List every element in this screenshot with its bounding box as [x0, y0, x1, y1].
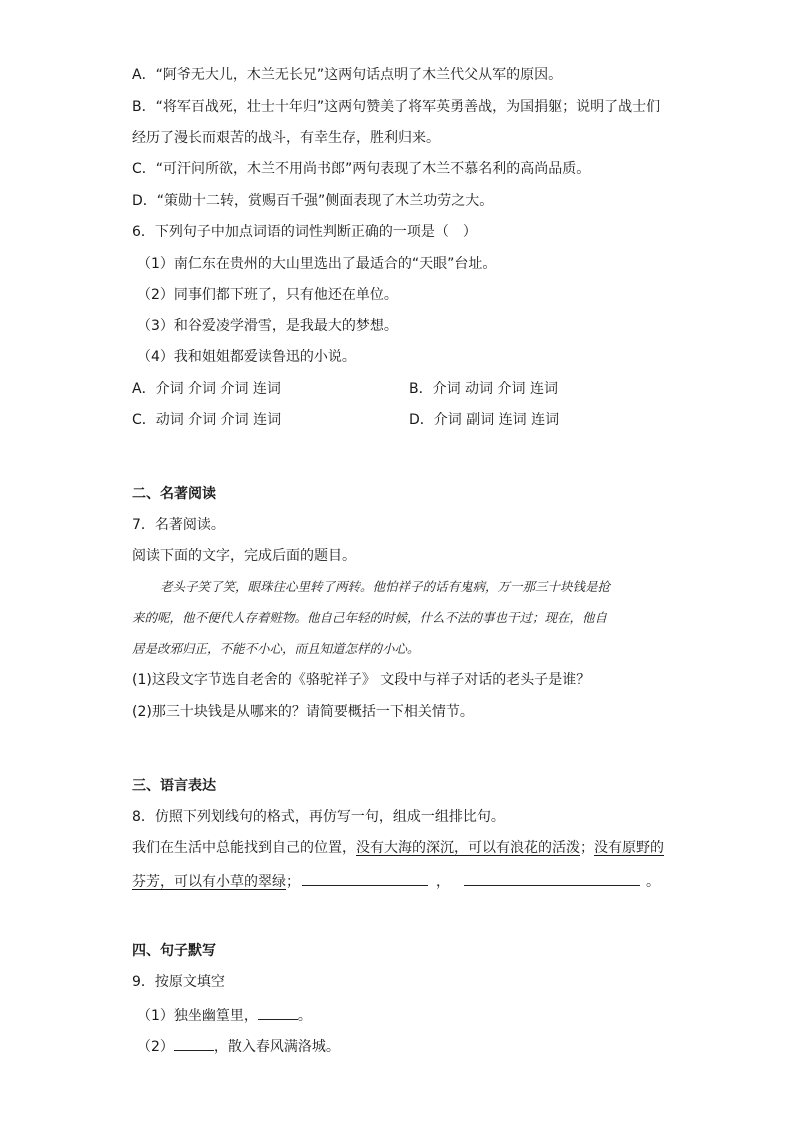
q6-item-2: （2）同事们都下班了，只有他还在单位。	[137, 287, 398, 303]
q8-lead-text: 我们在生活中总能找到自己的位置，	[132, 840, 356, 856]
q8-underlined-clause-1: 没有大海的深沉，可以有浪花的活泼	[356, 840, 580, 856]
q5-option-b-line1: B．“将军百战死，壮士十年归”这两句赞美了将军英勇善战，为国捐躯；说明了战士们	[132, 99, 661, 115]
q8-semicolon: ；	[286, 874, 300, 890]
section-heading-expression: 三、语言表达	[132, 778, 216, 794]
q7-sub-question-1: (1)这段文字节选自老舍的《骆驼祥子》 文段中与祥子对话的老头子是谁？	[132, 672, 591, 688]
q6-item-3: （3）和谷爱凌学滑雪，是我最大的梦想。	[137, 318, 398, 334]
q5-option-d: D．“策勋十二转，赏赐百千强”侧面表现了木兰功劳之大。	[132, 193, 494, 209]
q7-instruction: 阅读下面的文字，完成后面的题目。	[132, 548, 356, 564]
q9-item-1-text: （1）独坐幽篁里，	[137, 1008, 258, 1024]
q6-item-1: （1）南仁东在贵州的大山里选出了最适合的“天眼”台址。	[137, 256, 497, 272]
q5-option-a: A．“阿爷无大儿，木兰无长兄”这两句话点明了木兰代父从军的原因。	[132, 67, 563, 83]
section-heading-classics: 二、名著阅读	[132, 486, 216, 502]
q9-item-1	[137, 1005, 312, 1025]
q9-item-1-end: 。	[297, 1008, 312, 1024]
q8-underlined-clause-2-end: 芬芳，可以有小草的翠绿	[132, 874, 286, 890]
q8-answer-blank-1[interactable]	[302, 871, 428, 886]
q5-option-b-line2: 经历了漫长而艰苦的战斗，有幸生存，胜利归来。	[132, 130, 440, 146]
q9-title: 9．按原文填空	[132, 974, 225, 990]
q9-item-2-number: （2）	[137, 1039, 174, 1055]
q6-option-b: B．介词 动词 介词 连词	[409, 381, 558, 397]
q6-option-d: D．介词 副词 连词 连词	[409, 412, 560, 428]
q5-option-c: C．“可汗问所欲，木兰不用尚书郎”两句表现了木兰不慕名利的高尚品质。	[132, 161, 591, 177]
q7-sub-question-2: (2)那三十块钱是从哪来的？请简要概括一下相关情节。	[132, 704, 474, 720]
q6-stem: 6．下列句子中加点词语的词性判断正确的一项是（ ）	[132, 224, 477, 240]
q6-option-a: A．介词 介词 介词 连词	[132, 381, 281, 397]
q9-answer-blank-1[interactable]	[258, 1005, 298, 1020]
q8-comma: ，	[436, 874, 450, 890]
q8-title: 8．仿照下列划线句的格式，再仿写一句，组成一组排比句。	[132, 809, 505, 825]
q9-item-2	[137, 1036, 340, 1056]
q9-answer-blank-2[interactable]	[174, 1036, 214, 1051]
q8-underlined-clause-2-start: 没有原野的	[594, 840, 664, 856]
q9-item-2-text: ，散入春风满洛城。	[213, 1039, 340, 1055]
passage-line-1: 老头子笑了笑，眼珠往心里转了两转。他怕祥子的话有鬼病，万一那三十块钱是抢	[160, 579, 611, 594]
passage-line-2: 来的呢，他不便代人存着赃物。他自己年轻的时候，什么不法的事也干过；现在，他自	[132, 610, 608, 625]
q6-item-4: （4）我和姐姐都爱读鲁迅的小说。	[137, 349, 356, 365]
q6-option-c: C．动词 介词 介词 连词	[132, 412, 282, 428]
q8-answer-blank-2[interactable]	[464, 871, 640, 886]
q7-title: 7．名著阅读。	[132, 517, 225, 533]
passage-line-3: 居是改邪归正，不能不小心，而且知道怎样的小心。	[132, 641, 420, 656]
q8-separator: ；	[580, 840, 594, 856]
section-heading-dictation: 四、句子默写	[132, 943, 216, 959]
q8-sentence-line-1	[132, 839, 664, 857]
q8-period: 。	[646, 874, 660, 890]
q8-sentence-line-2	[132, 871, 660, 891]
